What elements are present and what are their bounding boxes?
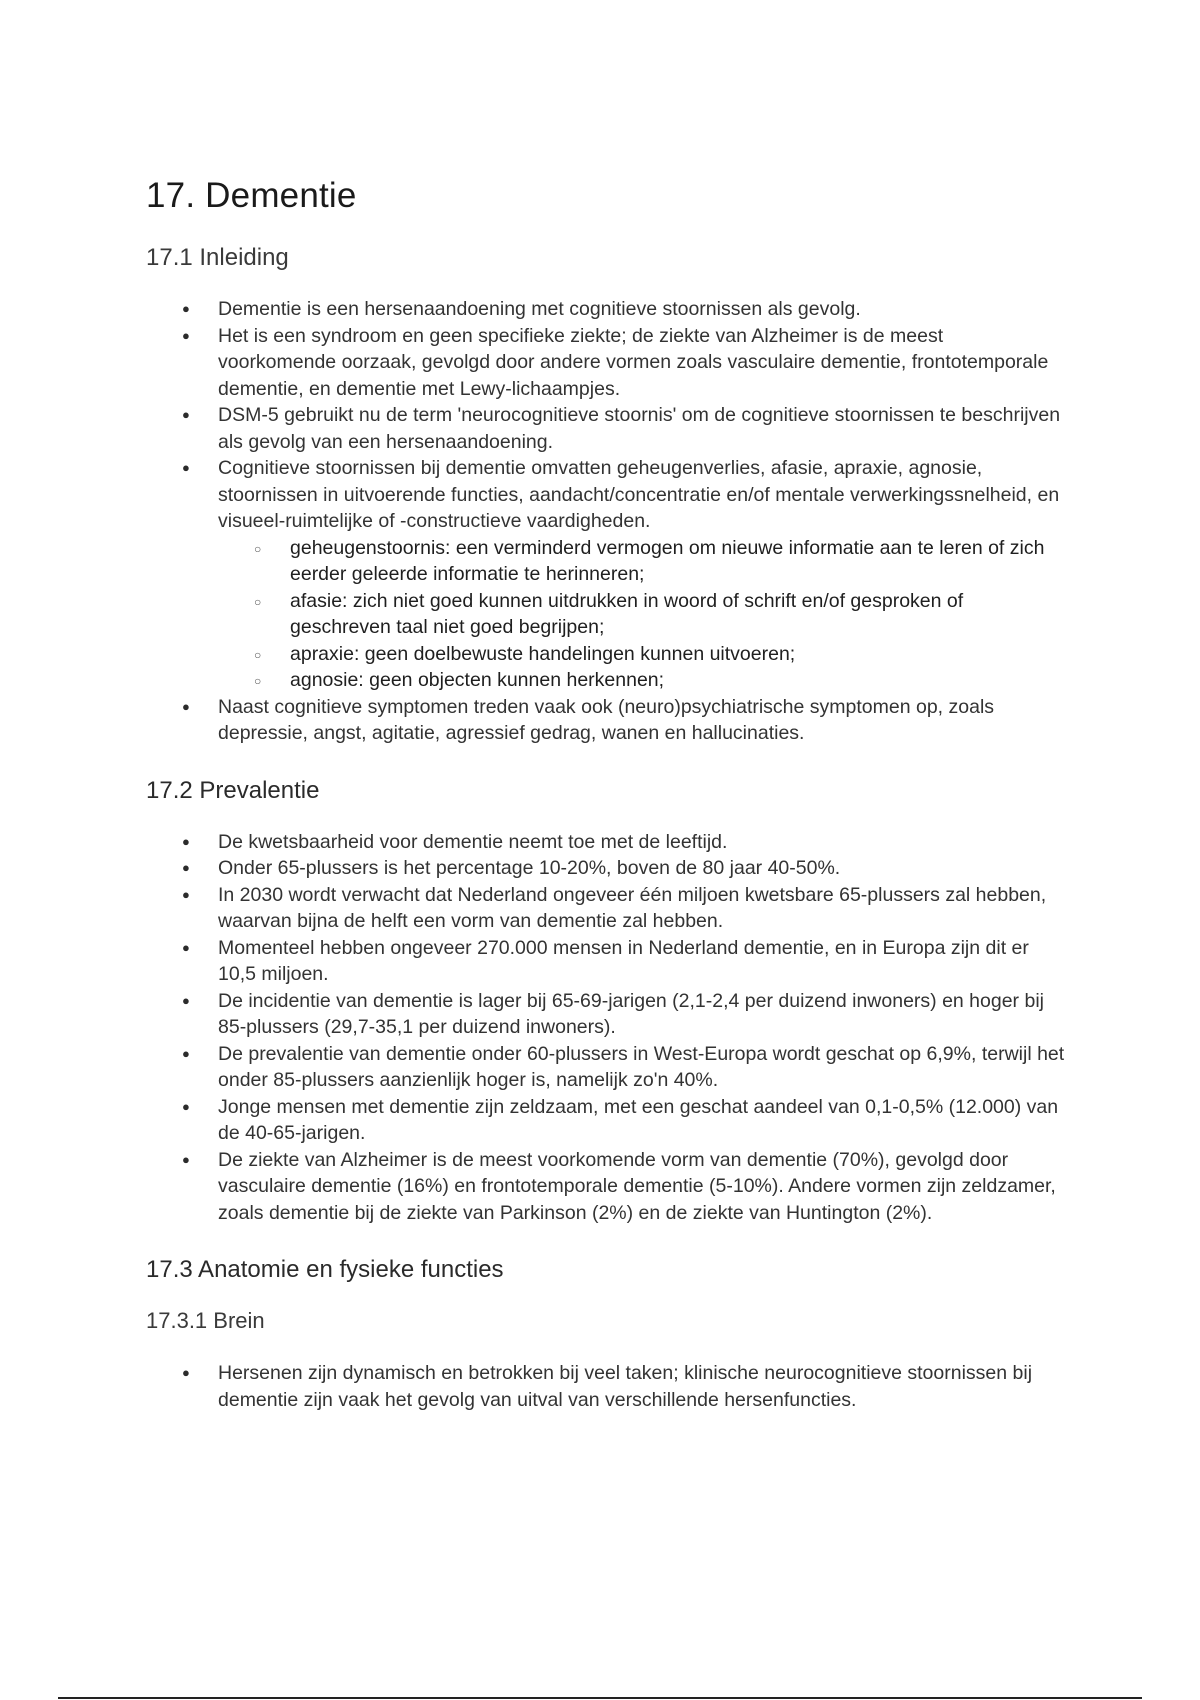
list-item: ● DSM-5 gebruikt nu de term 'neurocognitieve stoornis' om de cognitieve stoornissen te beschrijven als gevolg van een hersenaandoening. (146, 402, 1066, 455)
list-item: ● De kwetsbaarheid voor dementie neemt toe met de leeftijd. (146, 829, 1066, 856)
section-heading-prevalentie: 17.2 Prevalentie (146, 776, 320, 804)
inleiding-list (146, 296, 1066, 747)
list-item: ● Het is een syndroom en geen specifieke ziekte; de ziekte van Alzheimer is de meest voorkomende oorzaak, gevolgd door andere vormen zoals vasculaire dementie, frontotemporale dementie, en dementie met Lewy-lichaampjes. (146, 323, 1066, 403)
list-item: ● Hersenen zijn dynamisch en betrokken bij veel taken; klinische neurocognitieve stoornissen bij dementie zijn vaak het gevolg van uitval van verschillende hersenfuncties. (146, 1360, 1066, 1413)
footer-divider (58, 1697, 1142, 1699)
list-item: ● Momenteel hebben ongeveer 270.000 mensen in Nederland dementie, en in Europa zijn dit er 10,5 miljoen. (146, 935, 1066, 988)
sub-list-item: ○ geheugenstoornis: een verminderd vermogen om nieuwe informatie aan te leren of zich eerder geleerde informatie te herinneren; (218, 535, 1066, 588)
prevalentie-list (146, 829, 1066, 1227)
subsection-heading-brein: 17.3.1 Brein (146, 1308, 265, 1333)
brein-list (146, 1360, 1066, 1413)
section-heading-inleiding: 17.1 Inleiding (146, 244, 289, 271)
sub-list-item: ○ afasie: zich niet goed kunnen uitdrukken in woord of schrift en/of gesproken of geschreven taal niet goed begrijpen; (218, 588, 1066, 641)
list-item: ● Dementie is een hersenaandoening met cognitieve stoornissen als gevolg. (146, 296, 1066, 323)
list-item: ● Onder 65-plussers is het percentage 10-20%, boven de 80 jaar 40-50%. (146, 855, 1066, 882)
sub-list-item: ○ apraxie: geen doelbewuste handelingen kunnen uitvoeren; (218, 641, 1066, 668)
cognitive-sublist (218, 535, 1066, 694)
chapter-title: 17. Dementie (146, 176, 357, 215)
list-item: ● In 2030 wordt verwacht dat Nederland ongeveer één miljoen kwetsbare 65-plussers zal hebben, waarvan bijna de helft een vorm van dementie zal hebben. (146, 882, 1066, 935)
list-item: ● De prevalentie van dementie onder 60-plussers in West-Europa wordt geschat op 6,9%, terwijl het onder 85-plussers aanzienlijk hoger is, namelijk zo'n 40%. (146, 1041, 1066, 1094)
list-item: ● Naast cognitieve symptomen treden vaak ook (neuro)psychiatrische symptomen op, zoals depressie, angst, agitatie, agressief gedrag, wanen en hallucinaties. (146, 694, 1066, 747)
list-item: ● De incidentie van dementie is lager bij 65-69-jarigen (2,1-2,4 per duizend inwoners) en hoger bij 85-plussers (29,7-35,1 per duizend inwoners). (146, 988, 1066, 1041)
page-content (146, 176, 1066, 1443)
sub-list-item: ○ agnosie: geen objecten kunnen herkennen; (218, 667, 1066, 694)
list-item: ● Jonge mensen met dementie zijn zeldzaam, met een geschat aandeel van 0,1-0,5% (12.000) van de 40-65-jarigen. (146, 1094, 1066, 1147)
list-item-text: Cognitieve stoornissen bij dementie omvatten geheugenverlies, afasie, apraxie, agnosie, stoornissen in uitvoerende functies, aandacht/concentratie en/of mentale verwerkingssnelheid, en visueel-ruimtelijke of -constructieve vaardigheden. (218, 457, 1060, 532)
section-heading-anatomie: 17.3 Anatomie en fysieke functies (146, 1256, 504, 1283)
list-item: ● De ziekte van Alzheimer is de meest voorkomende vorm van dementie (70%), gevolgd door vasculaire dementie (16%) en frontotemporale dementie (5-10%). Andere vormen zijn zeldzamer, zoals dementie bij de ziekte van Parkinson (2%) en de ziekte van Huntington (2%). (146, 1147, 1066, 1227)
list-item-cognitive (146, 455, 1066, 694)
